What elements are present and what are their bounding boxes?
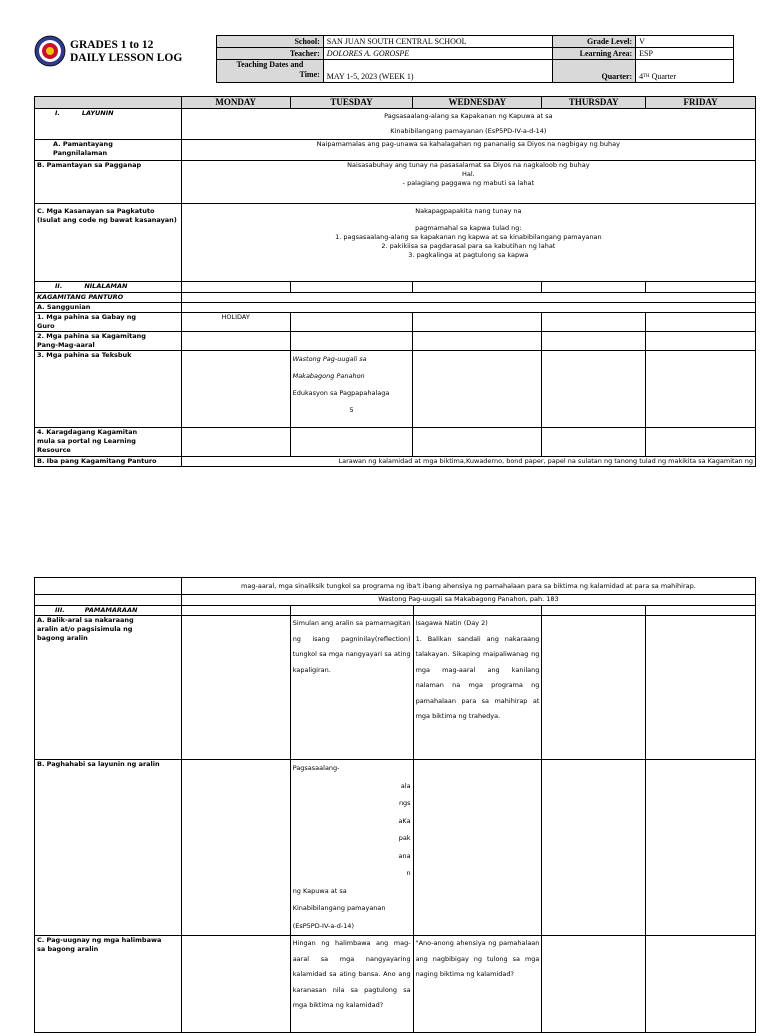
school-label: School: [217,36,324,48]
kasanayan-line3: 1. pagsasaalang-alang sa kapakanan ng kapwa at sa kinabibilangang pamayanan [335,233,602,241]
days-header-row [35,97,756,109]
balik-aral-wed-title: Isagawa Natin (Day 2) [415,619,488,627]
dates-label [217,60,324,83]
pamantayang-row [35,140,756,161]
pag-uugnay-tuesday: Hingan ng halimbawa ang mag-aaral sa mga nangyayaring kalamidad sa ating bansa. Ano ang karanasan nila sa pagtulong sa mga biktima ng kalamidad? [290,936,413,1033]
cell [413,428,542,457]
cell [181,428,290,457]
cell [646,760,756,936]
corner-cell [35,97,182,109]
continuation-row [35,578,756,595]
document-title [70,39,182,65]
pagganap-line2: Hal. [462,170,475,178]
header-info-table [216,35,734,83]
teksbuk-row [35,351,756,428]
pagganap-line1: Naisasabuhay ang tunay na pasasalamat sa Diyos na nagkaloob ng buhay [347,161,590,169]
cell [181,936,290,1033]
layunin-text-line2: Kinabibilangang pamayanan (EsP5PD-IV-a-d-14) [390,127,547,135]
paghahabi-line3: Kinabibilangang pamayanan [292,904,386,912]
kasanayan-row [35,204,756,282]
cell [542,332,646,351]
cell [646,282,756,293]
cell [646,616,756,760]
lesson-table-page1 [34,96,756,467]
paghahabi-label: B. Paghahabi sa layunin ng aralin [35,760,182,936]
cell [290,313,413,332]
cell [542,282,646,293]
cell [181,616,290,760]
area-value: ESP [636,48,734,60]
paghahabi-frag: ana [398,851,411,860]
teksbuk-tuesday [290,351,413,428]
cell [290,606,413,616]
kasanayan-line1: Nakapagpapakita nang tunay na [415,207,522,215]
cell [542,428,646,457]
quarter-label: Quarter: [553,60,636,83]
paghahabi-line4: (EsP5PD-IV-a-d-14) [292,921,354,930]
day-monday: MONDAY [181,97,290,109]
nilalaman-row [35,282,756,293]
cell [646,313,756,332]
kagamitan-label: KAGAMITANG PANTURO [35,293,182,303]
grade-label: Grade Level: [553,36,636,48]
dates-label-line2: Time: [299,70,320,79]
deped-seal-icon [34,35,66,67]
kagamitan-row [35,293,756,303]
sanggunian-row [35,303,756,313]
day-wednesday: WEDNESDAY [413,97,542,109]
kasanayan-text [181,204,755,282]
pagganap-label: B. Pamantayan sa Pagganap [35,161,182,204]
pagganap-text [181,161,755,204]
gabay-label: 1. Mga pahina sa Gabay ng Guro [35,313,182,332]
teacher-value: DOLORES A. GOROSPE [323,48,552,60]
cell [413,332,542,351]
pamamaraan-title: PAMAMARAAN [84,606,138,614]
balik-aral-wed-text: 1. Balikan sandali ang nakaraang talakayan. Sikaping maipaliwanag ng mga mag-aaral ang kanilang nalaman na mga programa ng pamahalaan para sa mahihirap at mga biktima ng trahedya. [415,634,540,720]
iba-row [35,457,756,467]
cell [646,428,756,457]
balik-aral-tuesday: Simulan ang aralin sa pamamagitan ng isang pagninilay(reflection) tungkol sa mga nangyayari sa ating kapaligiran. [290,616,413,760]
sanggunian-label: A. Sanggunian [35,303,182,313]
cell [542,351,646,428]
layunin-label [35,109,182,140]
cell [181,303,755,313]
day-friday: FRIDAY [646,97,756,109]
paghahabi-frag: n [406,869,411,877]
teksbuk-label: 3. Mga pahina sa Teksbuk [35,351,182,428]
kasanayan-line5: 3. pagkalinga at pagtulong sa kapwa [408,251,529,259]
cell [413,313,542,332]
cell [35,595,182,606]
layunin-title: LAYUNIN [81,109,114,117]
nilalaman-num: II. [55,282,63,290]
pamantayang-label: A. Pamantayang Pangnilalaman [35,140,182,161]
cell [290,332,413,351]
iba-label: B. Iba pang Kagamitang Panturo [35,457,182,467]
title-line-1: GRADES 1 to 12 [70,39,154,51]
balik-aral-label: A. Balik-aral sa nakaraang aralin at/o pagsisimula ng bagong aralin [35,616,182,760]
paghahabi-line2: ng Kapuwa at sa [292,886,347,895]
teacher-label: Teacher: [217,48,324,60]
grade-value: V [636,36,734,48]
continuation-text-2: Wastong Pag-uugali sa Makabagong Panahon, pah. 183 [181,595,755,606]
pag-uugnay-wednesday: "Ano-anong ahensiya ng pamahalaan ang nagbibigay ng tulong sa mga naging biktima ng kalamidad? [413,936,542,1033]
continuation-row-2 [35,595,756,606]
cell [646,351,756,428]
kasanayan-line4: 2. pakikiisa sa pagdarasal para sa kabutihan ng lahat [381,242,556,250]
karagdagang-label: 4. Karagdagang Kagamitan mula sa portal ng Learning Resource [35,428,182,457]
pamamaraan-num: III. [55,606,65,614]
teksbuk-line3: Edukasyon sa Pagpapahalaga [292,389,390,397]
day-thursday: THURSDAY [542,97,646,109]
kagamitang-mag-label: 2. Mga pahina sa Kagamitang Pang-Mag-aaral [35,332,182,351]
cell [290,428,413,457]
pagganap-line3: - palagiang paggawa ng mabuti sa lahat [402,179,535,187]
kasanayan-label: C. Mga Kasanayan sa Pagkatuto (Isulat ang code ng bawat kasanayan) [35,204,182,282]
teksbuk-line1: Wastong Pag-uugali sa [292,355,367,363]
cell [542,760,646,936]
kasanayan-line2: pagmamahal sa kapwa tulad ng: [415,224,522,232]
paghahabi-frag: aKa [398,816,411,825]
dates-value: MAY 1-5, 2023 (WEEK 1) [323,60,552,83]
cell [646,606,756,616]
layunin-num: I. [55,109,60,117]
cell [542,313,646,332]
cell [542,606,646,616]
cell [413,351,542,428]
cell [181,282,290,293]
pagganap-row [35,161,756,204]
paghahabi-line1: Pagsasaalang- [292,764,340,772]
pag-uugnay-row [35,936,756,1033]
cell [35,578,182,595]
title-line-2: DAILY LESSON LOG [70,52,183,64]
cell [542,936,646,1033]
cell [290,282,413,293]
balik-aral-wednesday [413,616,542,760]
cell [413,606,542,616]
layunin-row [35,109,756,140]
cell [181,293,755,303]
cell [181,332,290,351]
paghahabi-tuesday [290,760,413,936]
karagdagang-row [35,428,756,457]
nilalaman-title: NILALAMAN [84,282,128,290]
area-label: Learning Area: [553,48,636,60]
iba-text: Larawan ng kalamidad at mga biktima,Kuwaderno, bond paper, papel na sulatan ng tanong tulad ng makikita sa Kagamitan ng [181,457,755,467]
holiday-cell: HOLIDAY [181,313,290,332]
cell [646,332,756,351]
paghahabi-frag: ala [400,781,411,790]
cell [542,616,646,760]
cell [413,760,542,936]
kagamitang-mag-row [35,332,756,351]
paghahabi-frag: ngs [398,799,411,807]
cell [413,282,542,293]
cell [181,760,290,936]
dates-label-line1: Teaching Dates and [236,60,304,69]
teksbuk-line2: Makabagong Panahon [292,372,365,380]
balik-aral-row [35,616,756,760]
teksbuk-line4: 5 [349,406,354,414]
cell [181,351,290,428]
layunin-text-line1: Pagsasaalang-alang sa Kapakanan ng Kapuwa at sa [384,112,553,120]
continuation-text: mag-aaral, mga sinaliksik tungkol sa programa ng iba't ibang ahensiya ng pamahalaan para sa biktima ng kalamidad at para sa mahihirap. [181,578,755,595]
pamantayang-text: Naipamamalas ang pag-unawa sa kahalagahan ng pananalig sa Diyos na nagbigay ng buhay [181,140,755,161]
quarter-value: 4ᵀᴴ Quarter [636,60,734,83]
layunin-text [181,109,755,140]
pamamaraan-label [35,606,182,616]
day-tuesday: TUESDAY [290,97,413,109]
gabay-row [35,313,756,332]
paghahabi-frag: pak [398,834,411,842]
pamamaraan-row [35,606,756,616]
cell [181,606,290,616]
pag-uugnay-label: C. Pag-uugnay ng mga halimbawa sa bagong aralin [35,936,182,1033]
paghahabi-row [35,760,756,936]
lesson-table-page2 [34,577,756,1033]
school-value: SAN JUAN SOUTH CENTRAL SCHOOL [323,36,552,48]
nilalaman-label [35,282,182,293]
cell [646,936,756,1033]
